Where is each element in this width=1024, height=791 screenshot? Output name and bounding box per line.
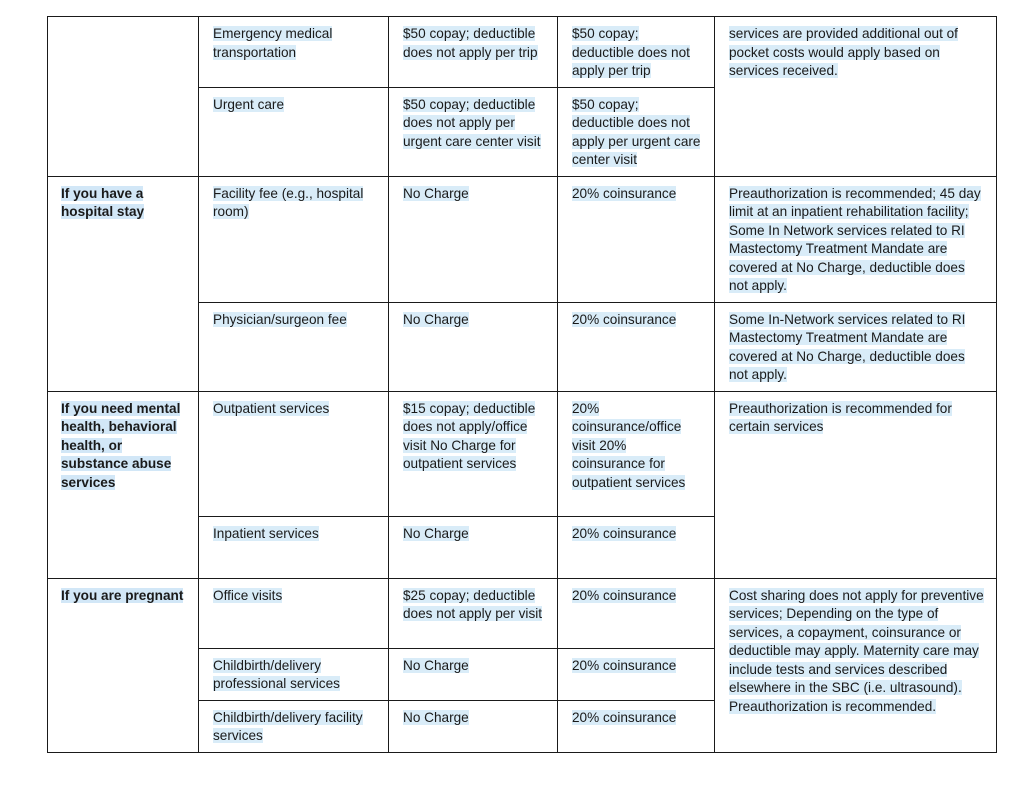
out-of-network-cost-cell: 20% coinsurance [558,700,715,752]
common-medical-event-cell: If you are pregnant [48,578,199,752]
in-network-cost-cell: No Charge [389,516,558,578]
service-cell: Office visits [199,578,389,648]
service-cell: Facility fee (e.g., hospital room) [199,176,389,302]
in-network-cost-cell: $50 copay; deductible does not apply per urgent care center visit [389,87,558,176]
common-medical-event-cell: If you have a hospital stay [48,176,199,391]
common-medical-event-cell: If you need mental health, behavioral health, or substance abuse services [48,391,199,578]
common-medical-event-cell [48,17,199,177]
out-of-network-cost-cell: $50 copay; deductible does not apply per urgent care center visit [558,87,715,176]
service-cell: Childbirth/delivery facility services [199,700,389,752]
benefits-table [47,16,997,753]
in-network-cost-cell: $25 copay; deductible does not apply per visit [389,578,558,648]
limitations-cell: Preauthorization is recommended; 45 day limit at an inpatient rehabilitation facility; Some In Network services related to RI Mastectomy Treatment Mandate are covered at No Charge, deductible does not apply. [715,176,997,302]
out-of-network-cost-cell: 20% coinsurance [558,648,715,700]
out-of-network-cost-cell: 20% coinsurance [558,578,715,648]
limitations-cell: Preauthorization is recommended for certain services [715,391,997,578]
limitations-cell: Some In-Network services related to RI Mastectomy Treatment Mandate are covered at No Charge, deductible does not apply. [715,302,997,391]
limitations-cell: Cost sharing does not apply for preventive services; Depending on the type of services, a copayment, coinsurance or deductible may apply. Maternity care may include tests and services described elsewhere in the SBC (i.e. ultrasound). Preauthorization is recommended. [715,578,997,752]
in-network-cost-cell: No Charge [389,302,558,391]
out-of-network-cost-cell: 20% coinsurance [558,302,715,391]
service-cell: Emergency medical transportation [199,17,389,88]
in-network-cost-cell: $15 copay; deductible does not apply/office visit No Charge for outpatient services [389,391,558,516]
table-row [48,578,997,648]
out-of-network-cost-cell: 20% coinsurance [558,176,715,302]
service-cell: Inpatient services [199,516,389,578]
table-row [48,17,997,88]
table-row [48,176,997,302]
in-network-cost-cell: $50 copay; deductible does not apply per trip [389,17,558,88]
in-network-cost-cell: No Charge [389,176,558,302]
table-row [48,391,997,516]
service-cell: Physician/surgeon fee [199,302,389,391]
service-cell: Urgent care [199,87,389,176]
in-network-cost-cell: No Charge [389,700,558,752]
service-cell: Childbirth/delivery professional services [199,648,389,700]
out-of-network-cost-cell: 20% coinsurance [558,516,715,578]
service-cell: Outpatient services [199,391,389,516]
limitations-cell: services are provided additional out of pocket costs would apply based on services received. [715,17,997,177]
out-of-network-cost-cell: 20% coinsurance/office visit 20% coinsurance for outpatient services [558,391,715,516]
out-of-network-cost-cell: $50 copay; deductible does not apply per trip [558,17,715,88]
in-network-cost-cell: No Charge [389,648,558,700]
